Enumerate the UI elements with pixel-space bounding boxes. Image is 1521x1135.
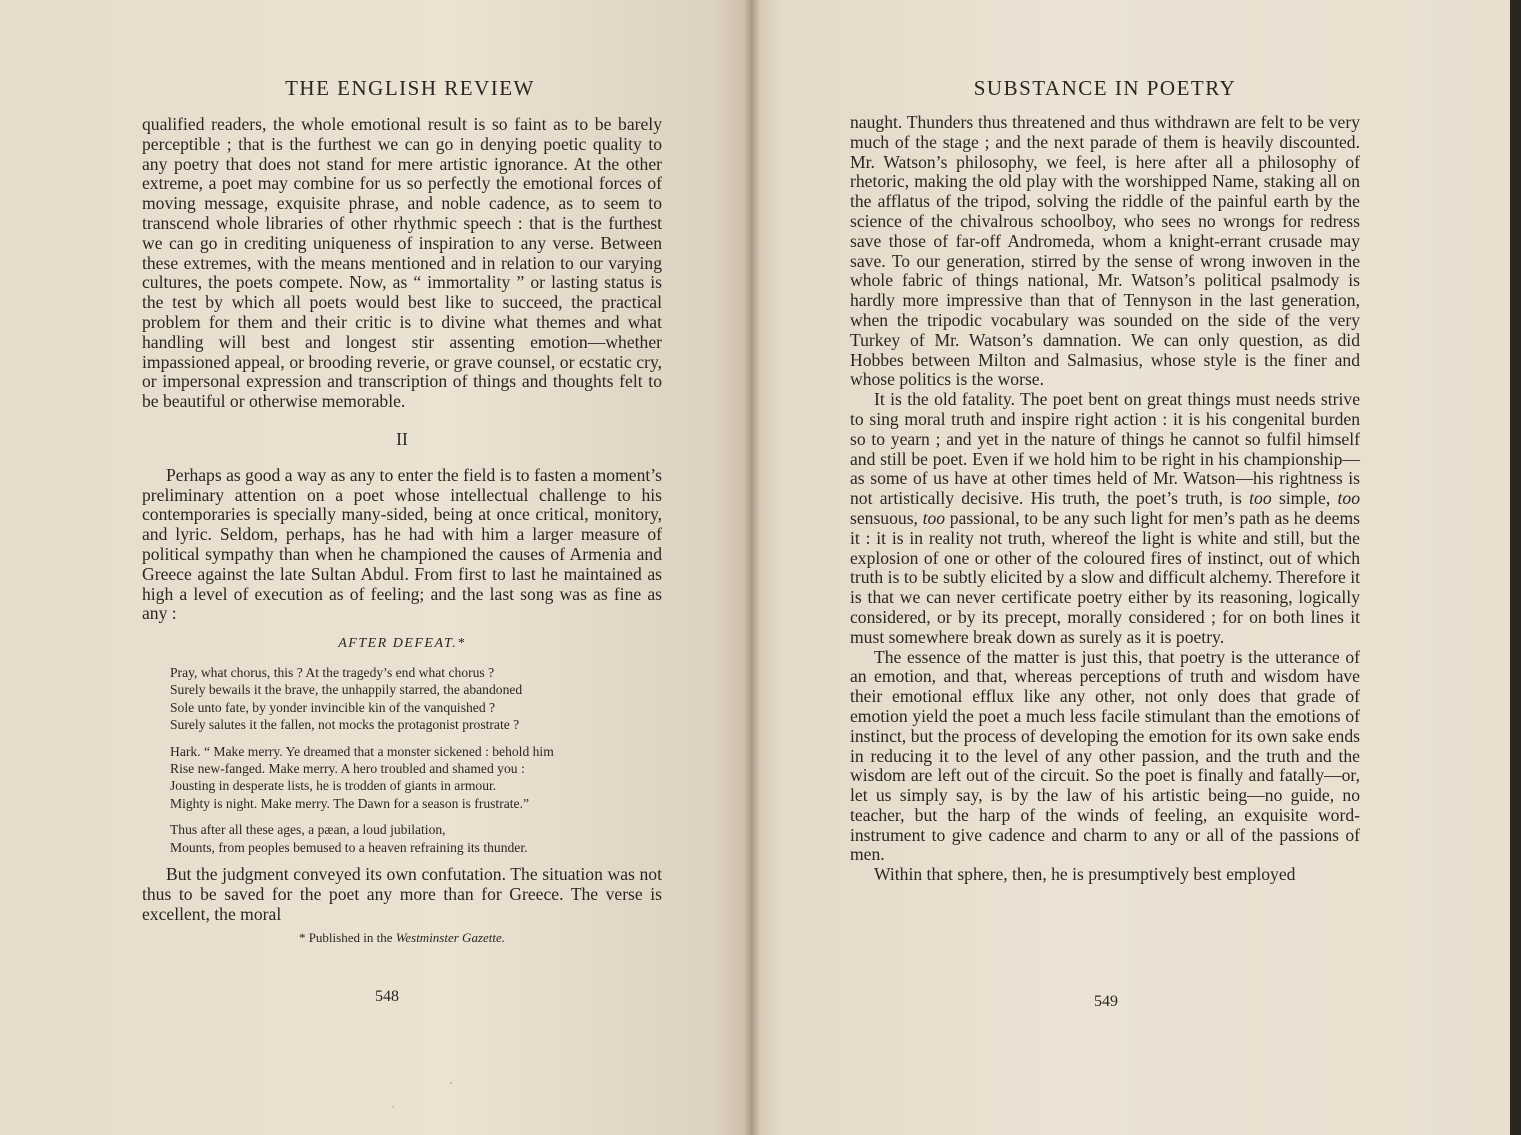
poem-line: Mounts, from peoples bemused to a heaven refraining its thunder. <box>170 839 528 855</box>
poem-line: Rise new-fanged. Make merry. A hero troubled and shamed you : <box>170 760 525 776</box>
poem-line: Mighty is night. Make merry. The Dawn for a season is frustrate.” <box>170 795 530 811</box>
right-page-body <box>850 113 1360 885</box>
poem-stanza-2 <box>170 743 662 813</box>
poem-stanza-1 <box>170 664 662 734</box>
left-paragraph-1: qualified readers, the whole emotional result is so faint as to be barely perceptible ; that is the furthest we can go in denying poetic quality to any poetry that does not stand for mere artistic ignorance. At the other extreme, a poet may combine for us so perfectly the emotional forces of moving message, exquisite phrase, and noble cadence, as to seem to transcend whole libraries of other rhythmic speech : that is the furthest we can go in crediting uniqueness of inspiration to any verse. Between these extremes, with the means mentioned and in relation to our varying cultures, the poets compete. Now, as “ immortality ” or lasting status is the test by which all poets would best like to succeed, the practical problem for them and their critic is to divine what themes and what handling will best and longest stir assenting emotion—whether impassioned appeal, or brooding reverie, or grave counsel, or ecstatic cry, or impersonal expression and transcription of things and thoughts felt to be beautiful or otherwise memorable. <box>142 114 662 412</box>
page-number-left: 548 <box>375 988 399 1005</box>
right-paragraph-2-part-d: passional, to be any such light for men’s path as he deems it : it is in reality not truth, whereof the light is white and still, but the explosion of one or other of the coloured fires of instinct, out of which truth is to be subtly elicited by a slow and difficult alchemy. Therefore it is that we can never certificate poetry either by its reasoning, logically considered, or by its precept, morally considered ; for on both lines it must somewhere break down as surely as it is poetry. <box>850 507 1360 647</box>
right-paragraph-4: Within that sphere, then, he is presumptively best employed <box>874 864 1296 885</box>
section-number: II <box>396 428 408 449</box>
right-paragraph-2-part-b: simple, <box>1278 488 1331 509</box>
left-page <box>0 0 752 1135</box>
footnote-prefix: * Published in the <box>298 930 393 946</box>
running-head-left: THE ENGLISH REVIEW <box>285 76 535 100</box>
poem-line: Surely bewails it the brave, the unhappily starred, the abandoned <box>170 682 523 698</box>
footnote-source: Westminster Gazette. <box>395 930 506 946</box>
right-paragraph-2-part-c: sensuous, <box>850 507 918 528</box>
poem-line: Hark. “ Make merry. Ye dreamed that a monster sickened : behold him <box>170 743 554 759</box>
right-page <box>752 0 1510 1135</box>
emphasis-too: too <box>1249 488 1272 509</box>
running-head-right: SUBSTANCE IN POETRY <box>973 76 1237 100</box>
paper-speck <box>450 1082 452 1084</box>
right-paragraph-2 <box>850 390 1360 647</box>
page-number-right: 549 <box>1094 993 1118 1010</box>
emphasis-too: too <box>1337 488 1361 509</box>
poem-stanza-3 <box>170 821 662 856</box>
poem-line: Jousting in desperate lists, he is trodden of giants in armour. <box>170 778 497 794</box>
right-paragraph-2-part-a: It is the old fatality. The poet bent on great things must needs strive to sing moral truth and inspire right action : it is his congenital burden so to yearn ; and yet in the nature of things he cannot so fulfil himself and still be poet. Even if we hold him to be right in his championship—as some of us have at other times held of Mr. Watson—his rightness is not artistically decisive. His truth, the poet’s truth, is <box>850 389 1360 509</box>
footnote <box>142 928 662 948</box>
left-paragraph-2: Perhaps as good a way as any to enter the field is to fasten a moment’s preliminary attention on a poet whose intellectual challenge to his contemporaries is specially many-sided, being at once critical, monitory, and lyric. Seldom, perhaps, has he had with him a larger measure of political sympathy than when he championed the causes of Armenia and Greece against the late Sultan Abdul. From first to last he maintained as high a level of execution as of feeling; and the last song was as fine as any : <box>142 464 662 624</box>
left-paragraph-3: But the judgment conveyed its own confutation. The situation was not thus to be saved for the poet any more than for Greece. The verse is excellent, the moral <box>142 863 662 924</box>
poem-title: AFTER DEFEAT.* <box>338 636 466 652</box>
left-page-body <box>142 115 662 948</box>
poem-line: Thus after all these ages, a pæan, a loud jubilation, <box>170 822 446 838</box>
poem-line: Surely salutes it the fallen, not mocks the protagonist prostrate ? <box>170 717 520 733</box>
poem-line: Pray, what chorus, this ? At the tragedy’s end what chorus ? <box>170 664 495 680</box>
paper-speck <box>392 1106 394 1108</box>
emphasis-too: too <box>922 507 946 528</box>
right-paragraph-1: naught. Thunders thus threatened and thus withdrawn are felt to be very much of the stage ; and the next parade of them is heavily discounted. Mr. Watson’s philosophy, we feel, is here after all a philosophy of rhetoric, making the old play with the worshipped Name, staking all on the afflatus of the tripod, solving the riddle of the painful earth by the science of the chivalrous schoolboy, who sees no wrongs for redress save those of far-off Andromeda, whom a knight-errant crusade may save. To our generation, stirred by the sense of wrong inwoven in the whole fabric of things national, Mr. Watson’s political psalmody is hardly more impressive than that of Tennyson in the last generation, when the tripodic vocabulary was sounded on the side of the very Turkey of Mr. Watson’s damnation. We can only question, as did Hobbes between Milton and Salmasius, whose style is the finer and whose politics is the worse. <box>850 112 1360 390</box>
poem-line: Sole unto fate, by yonder invincible kin of the vanquished ? <box>170 699 496 715</box>
book-gutter <box>744 0 760 1135</box>
right-paragraph-3: The essence of the matter is just this, that poetry is the utterance of an emotion, and that, whereas perceptions of truth and wisdom have their emotional efflux like any other, not only does that grade of emotion yield the poet a much less facile stimulant than the emotions of instinct, but the process of developing the emotion for its own sake ends in reducing it to the level of any other passion, and the truth and the wisdom are left out of the circuit. So the poet is finally and fatally—or, let us simply say, is by the law of his artistic being—no guide, no teacher, but the harp of the winds of feeling, an exquisite word-instrument to give cadence and charm to any or all of the passions of men. <box>850 646 1360 865</box>
